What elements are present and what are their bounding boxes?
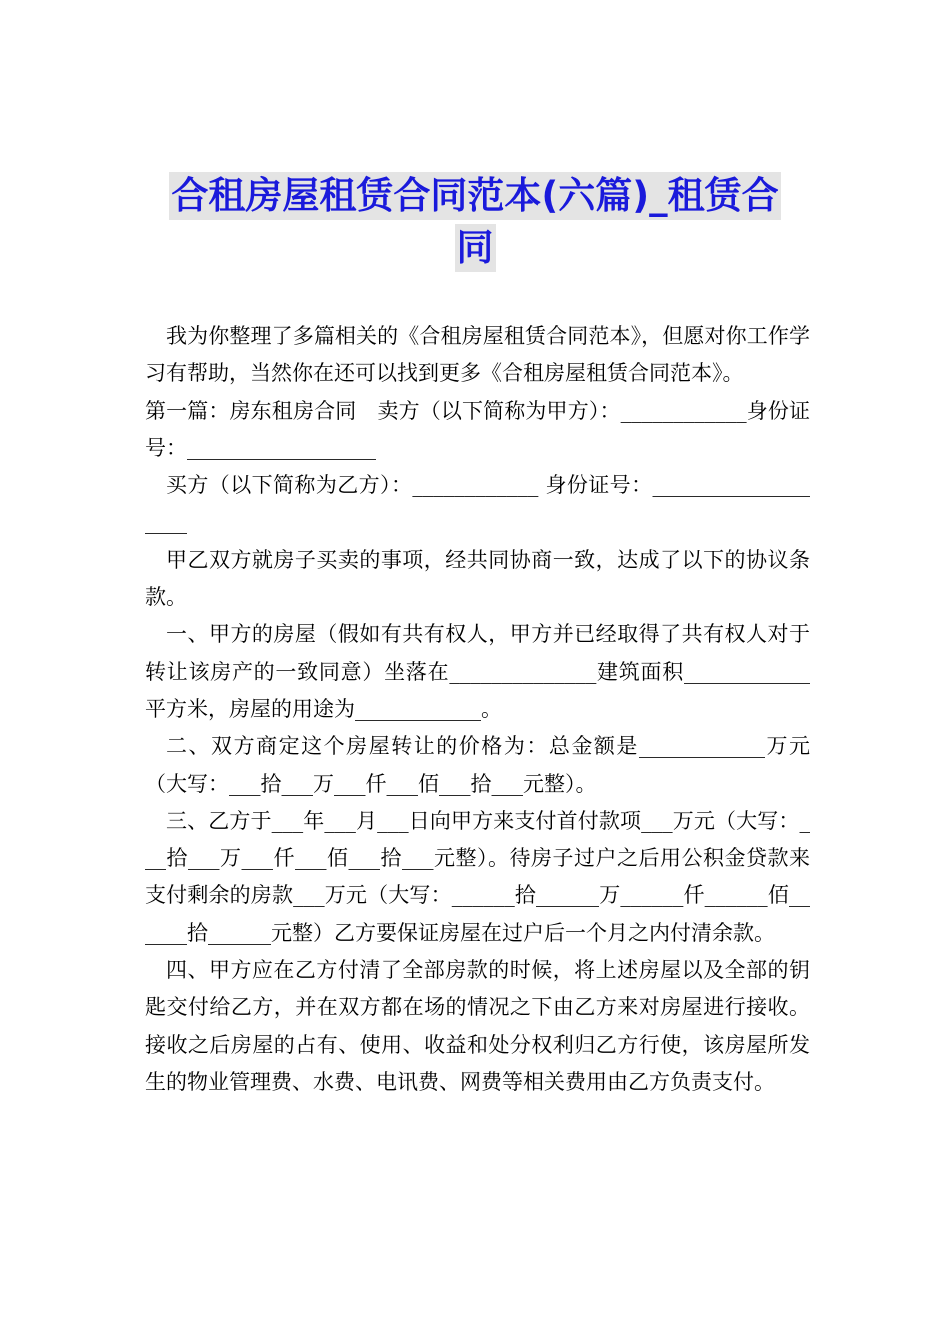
clause-2-paragraph: 二、双方商定这个房屋转让的价格为：总金额是____________万元（大写：___拾___万___仟___佰___拾___元整）。 xyxy=(145,734,810,796)
title-line-1: 合租房屋租赁合同范本(六篇)_租赁合 xyxy=(169,172,780,220)
clause-3-paragraph: 三、乙方于___年___月___日向甲方来支付首付款项___万元（大写：___拾___万___仟___佰___拾___元整）。待房子过户之后用公积金贷款来支付剩余的房款___万元（大写：______拾______万______仟______佰______拾______元整）乙方要保证房屋在过户后一个月之内付清余款。 xyxy=(145,808,810,945)
agreement-paragraph: 甲乙双方就房子买卖的事项，经共同协商一致，达成了以下的协议条款。 xyxy=(145,547,810,610)
title-line-2: 同 xyxy=(455,224,496,272)
document-title xyxy=(140,172,810,276)
clause-4-paragraph: 四、甲方应在乙方付清了全部房款的时候，将上述房屋以及全部的钥匙交付给乙方，并在双方都在场的情况之下由乙方来对房屋进行接收。接收之后房屋的占有、使用、收益和处分权利归乙方行使，该房屋所发生的物业管理费、水费、电讯费、网费等相关费用由乙方负责支付。 xyxy=(145,958,810,1094)
intro-paragraph: 我为你整理了多篇相关的《合租房屋租赁合同范本》，但愿对你工作学习有帮助，当然你在还可以找到更多《合租房屋租赁合同范本》。 xyxy=(145,324,810,386)
seller-info-paragraph: 第一篇：房东租房合同 卖方（以下简称为甲方）：____________身份证号：__________________ xyxy=(145,398,810,460)
buyer-info-paragraph: 买方（以下简称为乙方）：____________ 身份证号：___________________ xyxy=(145,473,810,535)
clause-1-paragraph: 一、甲方的房屋（假如有共有权人，甲方并已经取得了共有权人对于转让该房产的一致同意）坐落在______________建筑面积____________平方米，房屋的用途为____________。 xyxy=(145,622,810,721)
document-body xyxy=(145,318,810,1101)
